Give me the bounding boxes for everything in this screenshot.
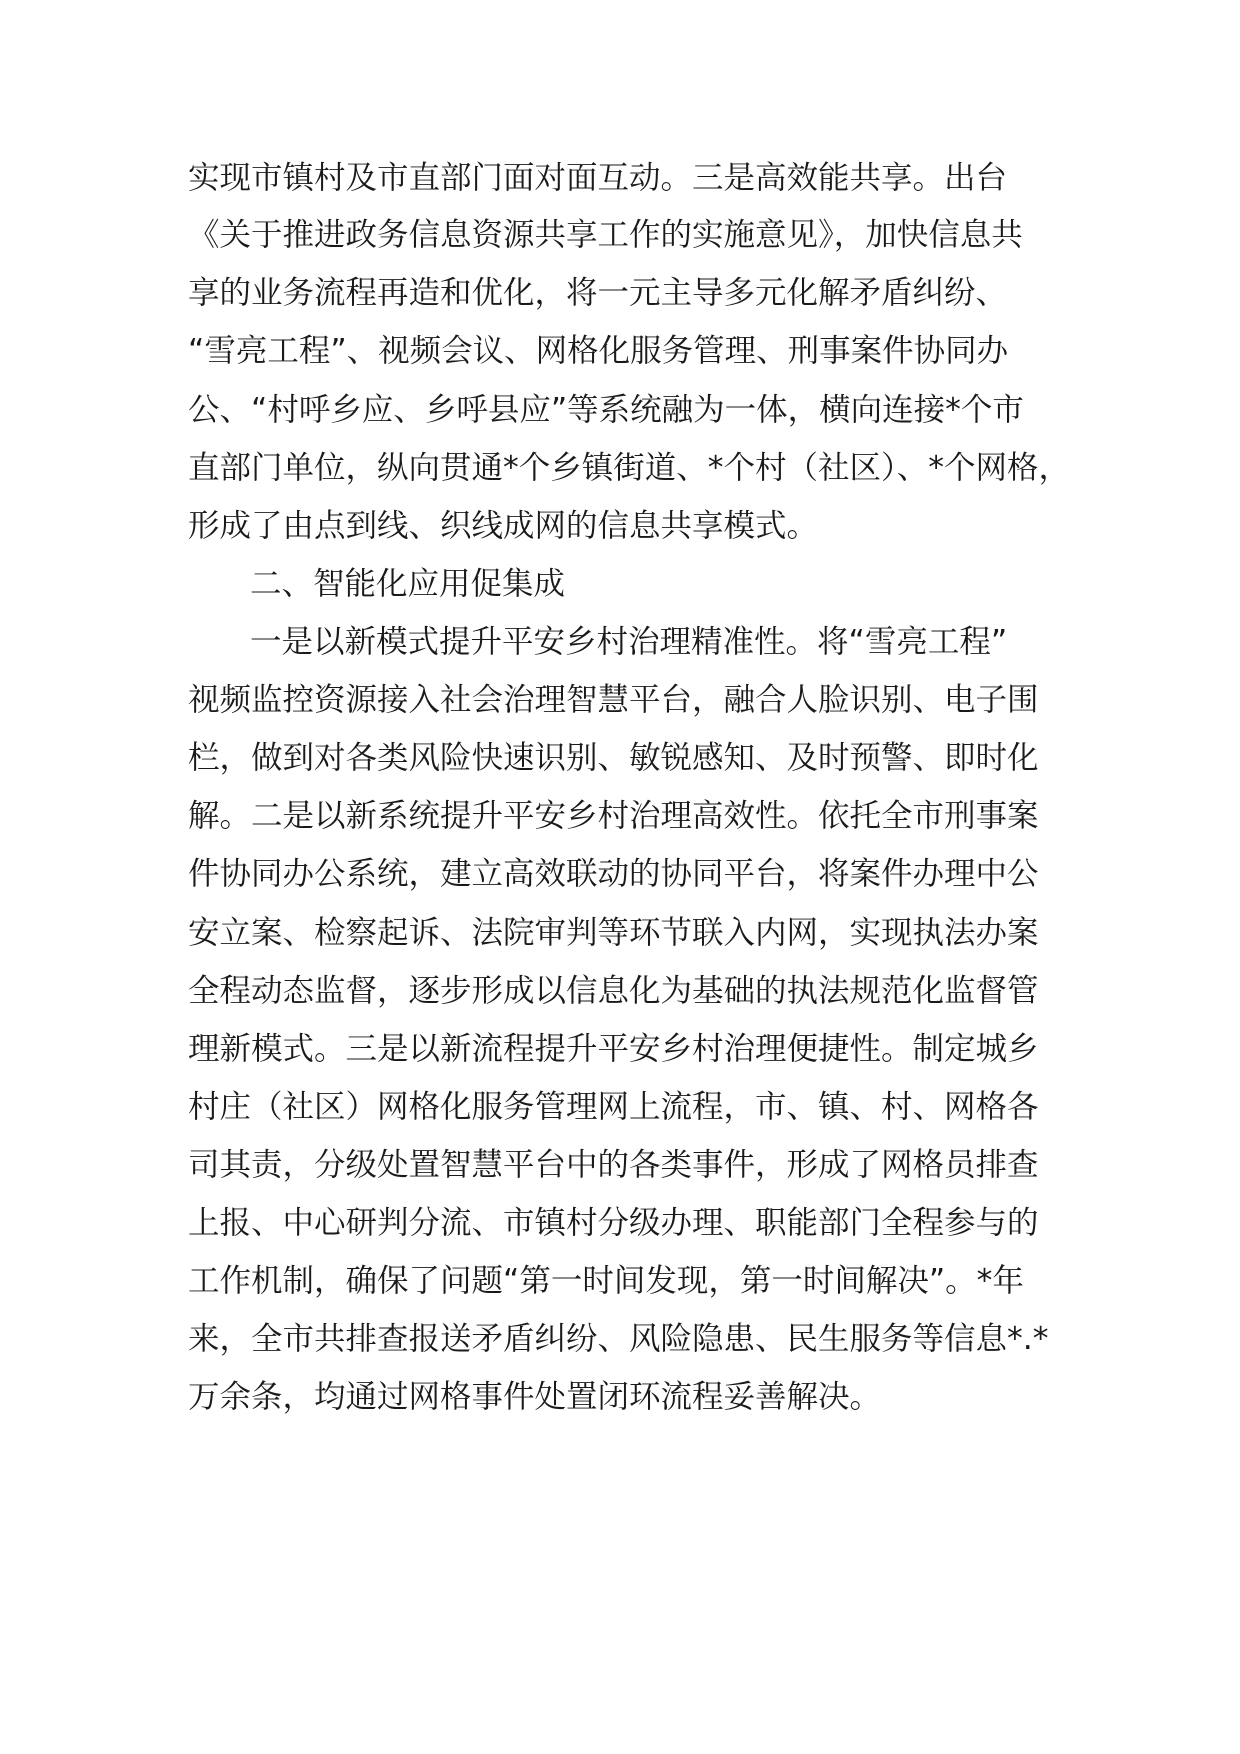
text-line-4: “雪亮工程”、视频会议、网格化服务管理、刑事案件协同办: [188, 333, 1009, 369]
text-line-20: 工作机制，确保了问题“第一时间发现，第一时间解决”。*年: [188, 1263, 1024, 1299]
text-line-15: 全程动态监督，逐步形成以信息化为基础的执法规范化监督管: [188, 973, 1039, 1009]
text-line-22: 万余条，均通过网格事件处置闭环流程妥善解决。: [188, 1379, 882, 1415]
section-heading: 二、智能化应用促集成: [250, 566, 566, 602]
text-line-10: 视频监控资源接入社会治理智慧平台，融合人脸识别、电子围: [188, 682, 1039, 718]
text-line-9: 一是以新模式提升平安乡村治理精准性。将“雪亮工程”: [250, 624, 1008, 660]
text-line-16: 理新模式。三是以新流程提升平安乡村治理便捷性。制定城乡: [188, 1031, 1039, 1067]
text-line-13: 件协同办公系统，建立高效联动的协同平台，将案件办理中公: [188, 856, 1039, 892]
text-line-7: 形成了由点到线、织线成网的信息共享模式。: [188, 508, 819, 544]
text-line-2: 《关于推进政务信息资源共享工作的实施意见》，加快信息共: [188, 217, 1023, 253]
text-line-19: 上报、中心研判分流、市镇村分级办理、职能部门全程参与的: [188, 1205, 1039, 1241]
text-line-1: 实现市镇村及市直部门面对面互动。三是高效能共享。出台: [188, 160, 1008, 196]
text-line-11: 栏，做到对各类风险快速识别、敏锐感知、及时预警、即时化: [188, 740, 1039, 776]
text-line-5: 公、“村呼乡应、乡呼县应”等系统融为一体，横向连接*个市: [188, 392, 1024, 428]
text-line-12: 解。二是以新系统提升平安乡村治理高效性。依托全市刑事案: [188, 798, 1039, 834]
text-line-14: 安立案、检察起诉、法院审判等环节联入内网，实现执法办案: [188, 915, 1039, 951]
text-line-3: 享的业务流程再造和优化，将一元主导多元化解矛盾纠纷、: [188, 275, 1008, 311]
text-line-17: 村庄（社区）网格化服务管理网上流程，市、镇、村、网格各: [188, 1089, 1039, 1125]
text-line-18: 司其责，分级处置智慧平台中的各类事件，形成了网格员排查: [188, 1147, 1039, 1183]
text-line-21: 来，全市共排查报送矛盾纠纷、风险隐患、民生服务等信息*.*: [188, 1321, 1049, 1357]
text-line-6: 直部门单位，纵向贯通*个乡镇街道、*个村（社区）、*个网格，: [188, 450, 1071, 486]
